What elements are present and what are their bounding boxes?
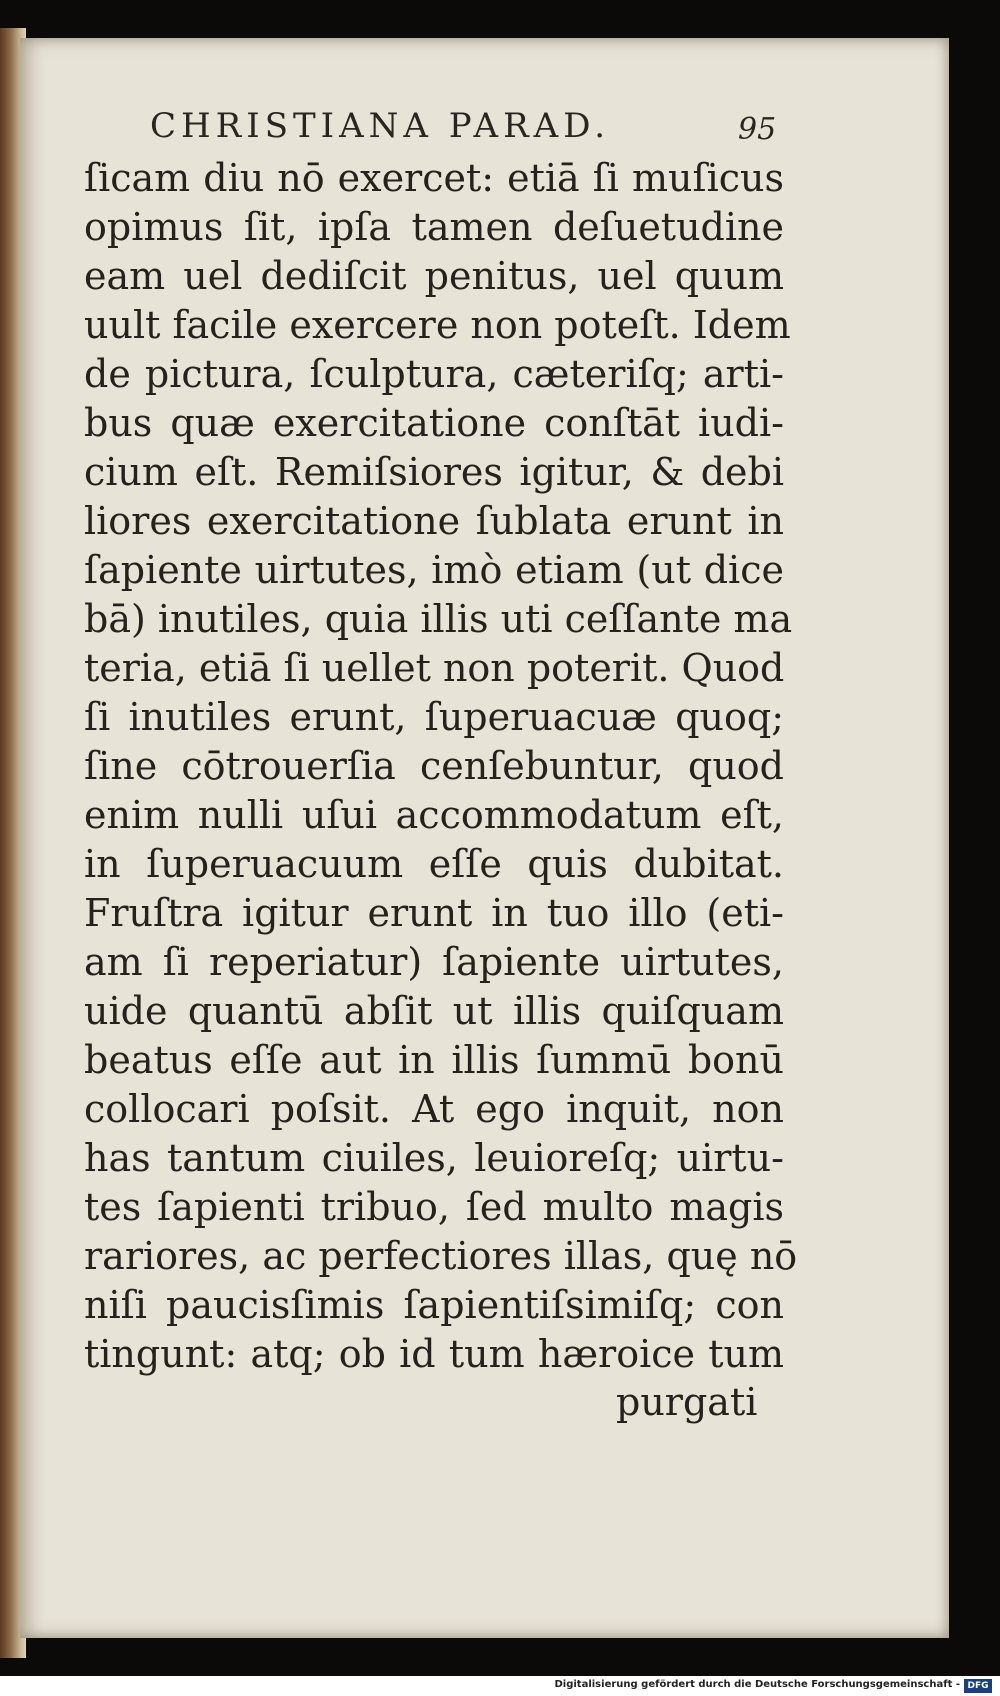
text-line: tes ſapienti tribuo, ſed multo magis	[84, 1185, 784, 1229]
page-number: 95	[738, 112, 777, 147]
text-line: in ſuperuacuum eſſe quis dubitat.	[84, 842, 784, 886]
body-text	[84, 154, 798, 1379]
text-line: enim nulli uſui accommodatum eſt,	[84, 793, 784, 837]
text-line: uide quantū abſit ut illis quiſquam	[84, 989, 784, 1033]
text-line: eam uel dediſcit penitus, uel quum	[84, 254, 784, 298]
text-line: ſi inutiles erunt, ſuperuacuæ quoq;	[84, 695, 784, 739]
text-line: bus quæ exercitatione conſtāt iudi-	[84, 401, 784, 445]
text-line: am ſi reperiatur) ſapiente uirtutes,	[84, 940, 784, 984]
text-line: has tantum ciuiles, leuioreſq; uirtu-	[84, 1136, 784, 1180]
catchword: purgati	[616, 1380, 758, 1424]
text-line: teria, etiā ſi uellet non poterit. Quod	[84, 646, 785, 690]
text-line: liores exercitatione ſublata erunt in	[84, 499, 784, 543]
text-line: tingunt: atq; ob id tum hæroice tum	[84, 1332, 784, 1376]
text-line: ſicam diu nō exercet: etiā ſi muſicus	[84, 156, 784, 200]
text-line: opimus ſit, ipſa tamen deſuetudine	[84, 205, 784, 249]
text-line: Fruſtra igitur erunt in tuo illo (eti-	[84, 891, 784, 935]
text-line: beatus eſſe aut in illis ſummū bonū	[84, 1038, 784, 1082]
text-line: ſapiente uirtutes, imò etiam (ut dice	[84, 548, 784, 592]
text-line: ſine cōtrouerſia cenſebuntur, quod	[84, 744, 784, 788]
running-head: CHRISTIANA PARAD.	[150, 106, 611, 146]
text-line: niſi paucisſimis ſapientiſsimiſq; con	[84, 1283, 784, 1327]
text-line: rariores, ac perfectiores illas, quę nō	[84, 1234, 798, 1278]
digitization-credit: Digitalisierung gefördert durch die Deutsche Forschungsgemeinschaft -	[554, 1679, 960, 1690]
text-line: collocari poſsit. At ego inquit, non	[84, 1087, 784, 1131]
text-line: bā) inutiles, quia illis uti ceſſante ma	[84, 597, 793, 641]
text-line: uult facile exercere non poteſt. Idem	[84, 303, 791, 347]
text-line: cium eſt. Remiſsiores igitur, & debi	[84, 450, 784, 494]
dfg-logo: DFG	[964, 1679, 992, 1693]
text-line: de pictura, ſculptura, cæteriſq; arti-	[84, 352, 784, 396]
